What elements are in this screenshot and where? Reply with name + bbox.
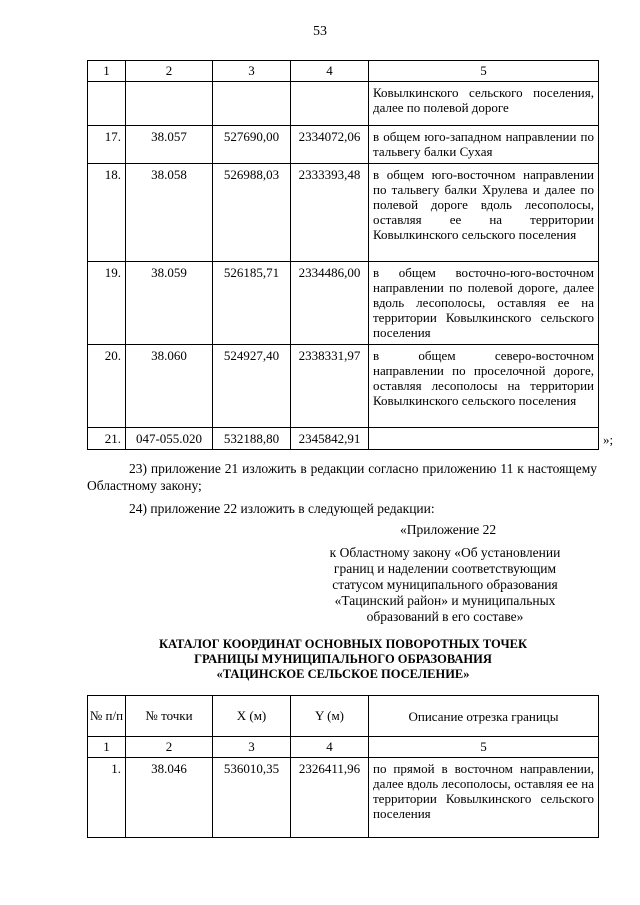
table-header-numbers <box>88 737 599 758</box>
y-coordinate: 2333393,48 <box>291 164 369 262</box>
y-coordinate: 2326411,96 <box>291 758 369 838</box>
catalog-title <box>87 637 599 682</box>
table-row <box>88 262 599 345</box>
appendix-line: к Областному закону «Об установлении <box>329 545 561 560</box>
col-number: 2 <box>126 61 213 82</box>
x-coordinate: 524927,40 <box>213 345 291 428</box>
col-number: 1 <box>88 737 126 758</box>
paragraph-23: 23) приложение 21 изложить в редакции согласно приложению 11 к настоящему Областному закону; <box>87 461 597 493</box>
table-row <box>88 82 599 126</box>
x-coordinate: 526185,71 <box>213 262 291 345</box>
header-point: № точки <box>126 696 213 737</box>
appendix-line: образований в его составе» <box>366 609 524 624</box>
y-coordinate: 2334072,06 <box>291 126 369 164</box>
col-number: 5 <box>369 61 599 82</box>
x-coordinate: 536010,35 <box>213 758 291 838</box>
appendix-line: границ и наделении соответствующим <box>333 561 557 576</box>
y-coordinate: 2345842,91 <box>291 428 369 450</box>
appendix-line: «Тацинский район» и муниципальных <box>334 593 556 608</box>
point-id: 38.060 <box>126 345 213 428</box>
col-number: 2 <box>126 737 213 758</box>
description-cell: Ковылкинского сельского поселения, далее по полевой дороге <box>369 82 599 126</box>
description-cell: в общем юго-восточном направлении по тальвегу балки Хрулева и далее по полевой дороге вдоль лесополосы, оставляя ее на территории Ковылкинского сельского поселения <box>369 164 599 262</box>
table-row <box>88 164 599 262</box>
catalog-title-line: «ТАЦИНСКОЕ СЕЛЬСКОЕ ПОСЕЛЕНИЕ» <box>216 667 470 681</box>
col-number: 4 <box>291 61 369 82</box>
row-number: 20. <box>88 345 126 428</box>
appendix-line: статусом муниципального образования <box>332 577 558 592</box>
appendix-title: «Приложение 22 <box>400 522 497 537</box>
col-number: 5 <box>369 737 599 758</box>
closing-quote: »; <box>603 432 614 447</box>
header-row-number: № п/п <box>88 696 126 737</box>
header-description: Описание отрезка границы <box>369 696 599 737</box>
header-y: Y (м) <box>291 696 369 737</box>
header-x: X (м) <box>213 696 291 737</box>
col-number: 4 <box>291 737 369 758</box>
description-cell: по прямой в восточном направлении, далее вдоль лесополосы, оставляя ее на территории Ковылкинского сельского поселения <box>369 758 599 838</box>
table-row <box>88 126 599 164</box>
catalog-title-line: КАТАЛОГ КООРДИНАТ ОСНОВНЫХ ПОВОРОТНЫХ ТОЧЕК <box>158 637 528 651</box>
table-row <box>88 758 599 838</box>
x-coordinate: 526988,03 <box>213 164 291 262</box>
x-coordinate: 527690,00 <box>213 126 291 164</box>
col-number: 1 <box>88 61 126 82</box>
coordinates-table-continued <box>87 60 599 450</box>
point-id: 38.046 <box>126 758 213 838</box>
catalog-title-line: ГРАНИЦЫ МУНИЦИПАЛЬНОГО ОБРАЗОВАНИЯ <box>194 652 492 666</box>
description-cell: в общем северо-восточном направлении по проселочной дороге, оставляя лесополосы на территории Ковылкинского сельского поселения <box>369 345 599 428</box>
row-number: 19. <box>88 262 126 345</box>
description-cell: в общем юго-западном направлении по тальвегу балки Сухая <box>369 126 599 164</box>
col-number: 3 <box>213 61 291 82</box>
paragraph-24: 24) приложение 22 изложить в следующей редакции: <box>129 501 435 516</box>
point-id: 38.058 <box>126 164 213 262</box>
row-number: 21. <box>88 428 126 450</box>
page-number: 53 <box>313 24 327 39</box>
point-id: 38.059 <box>126 262 213 345</box>
point-id: 047-055.020 <box>126 428 213 450</box>
col-number: 3 <box>213 737 291 758</box>
coordinates-table-tatsinskoe <box>87 695 599 838</box>
table-header <box>88 696 599 737</box>
y-coordinate: 2334486,00 <box>291 262 369 345</box>
table-header-numbers <box>88 61 599 82</box>
appendix-caption <box>300 545 590 625</box>
y-coordinate: 2338331,97 <box>291 345 369 428</box>
point-id: 38.057 <box>126 126 213 164</box>
row-number: 1. <box>88 758 126 838</box>
x-coordinate: 532188,80 <box>213 428 291 450</box>
row-number: 18. <box>88 164 126 262</box>
description-cell <box>369 428 599 450</box>
row-number: 17. <box>88 126 126 164</box>
table-row <box>88 345 599 428</box>
description-cell: в общем восточно-юго-восточном направлении по полевой дороге, далее вдоль лесополосы, оставляя ее на территории Ковылкинского сельского поселения <box>369 262 599 345</box>
table-row <box>88 428 599 450</box>
